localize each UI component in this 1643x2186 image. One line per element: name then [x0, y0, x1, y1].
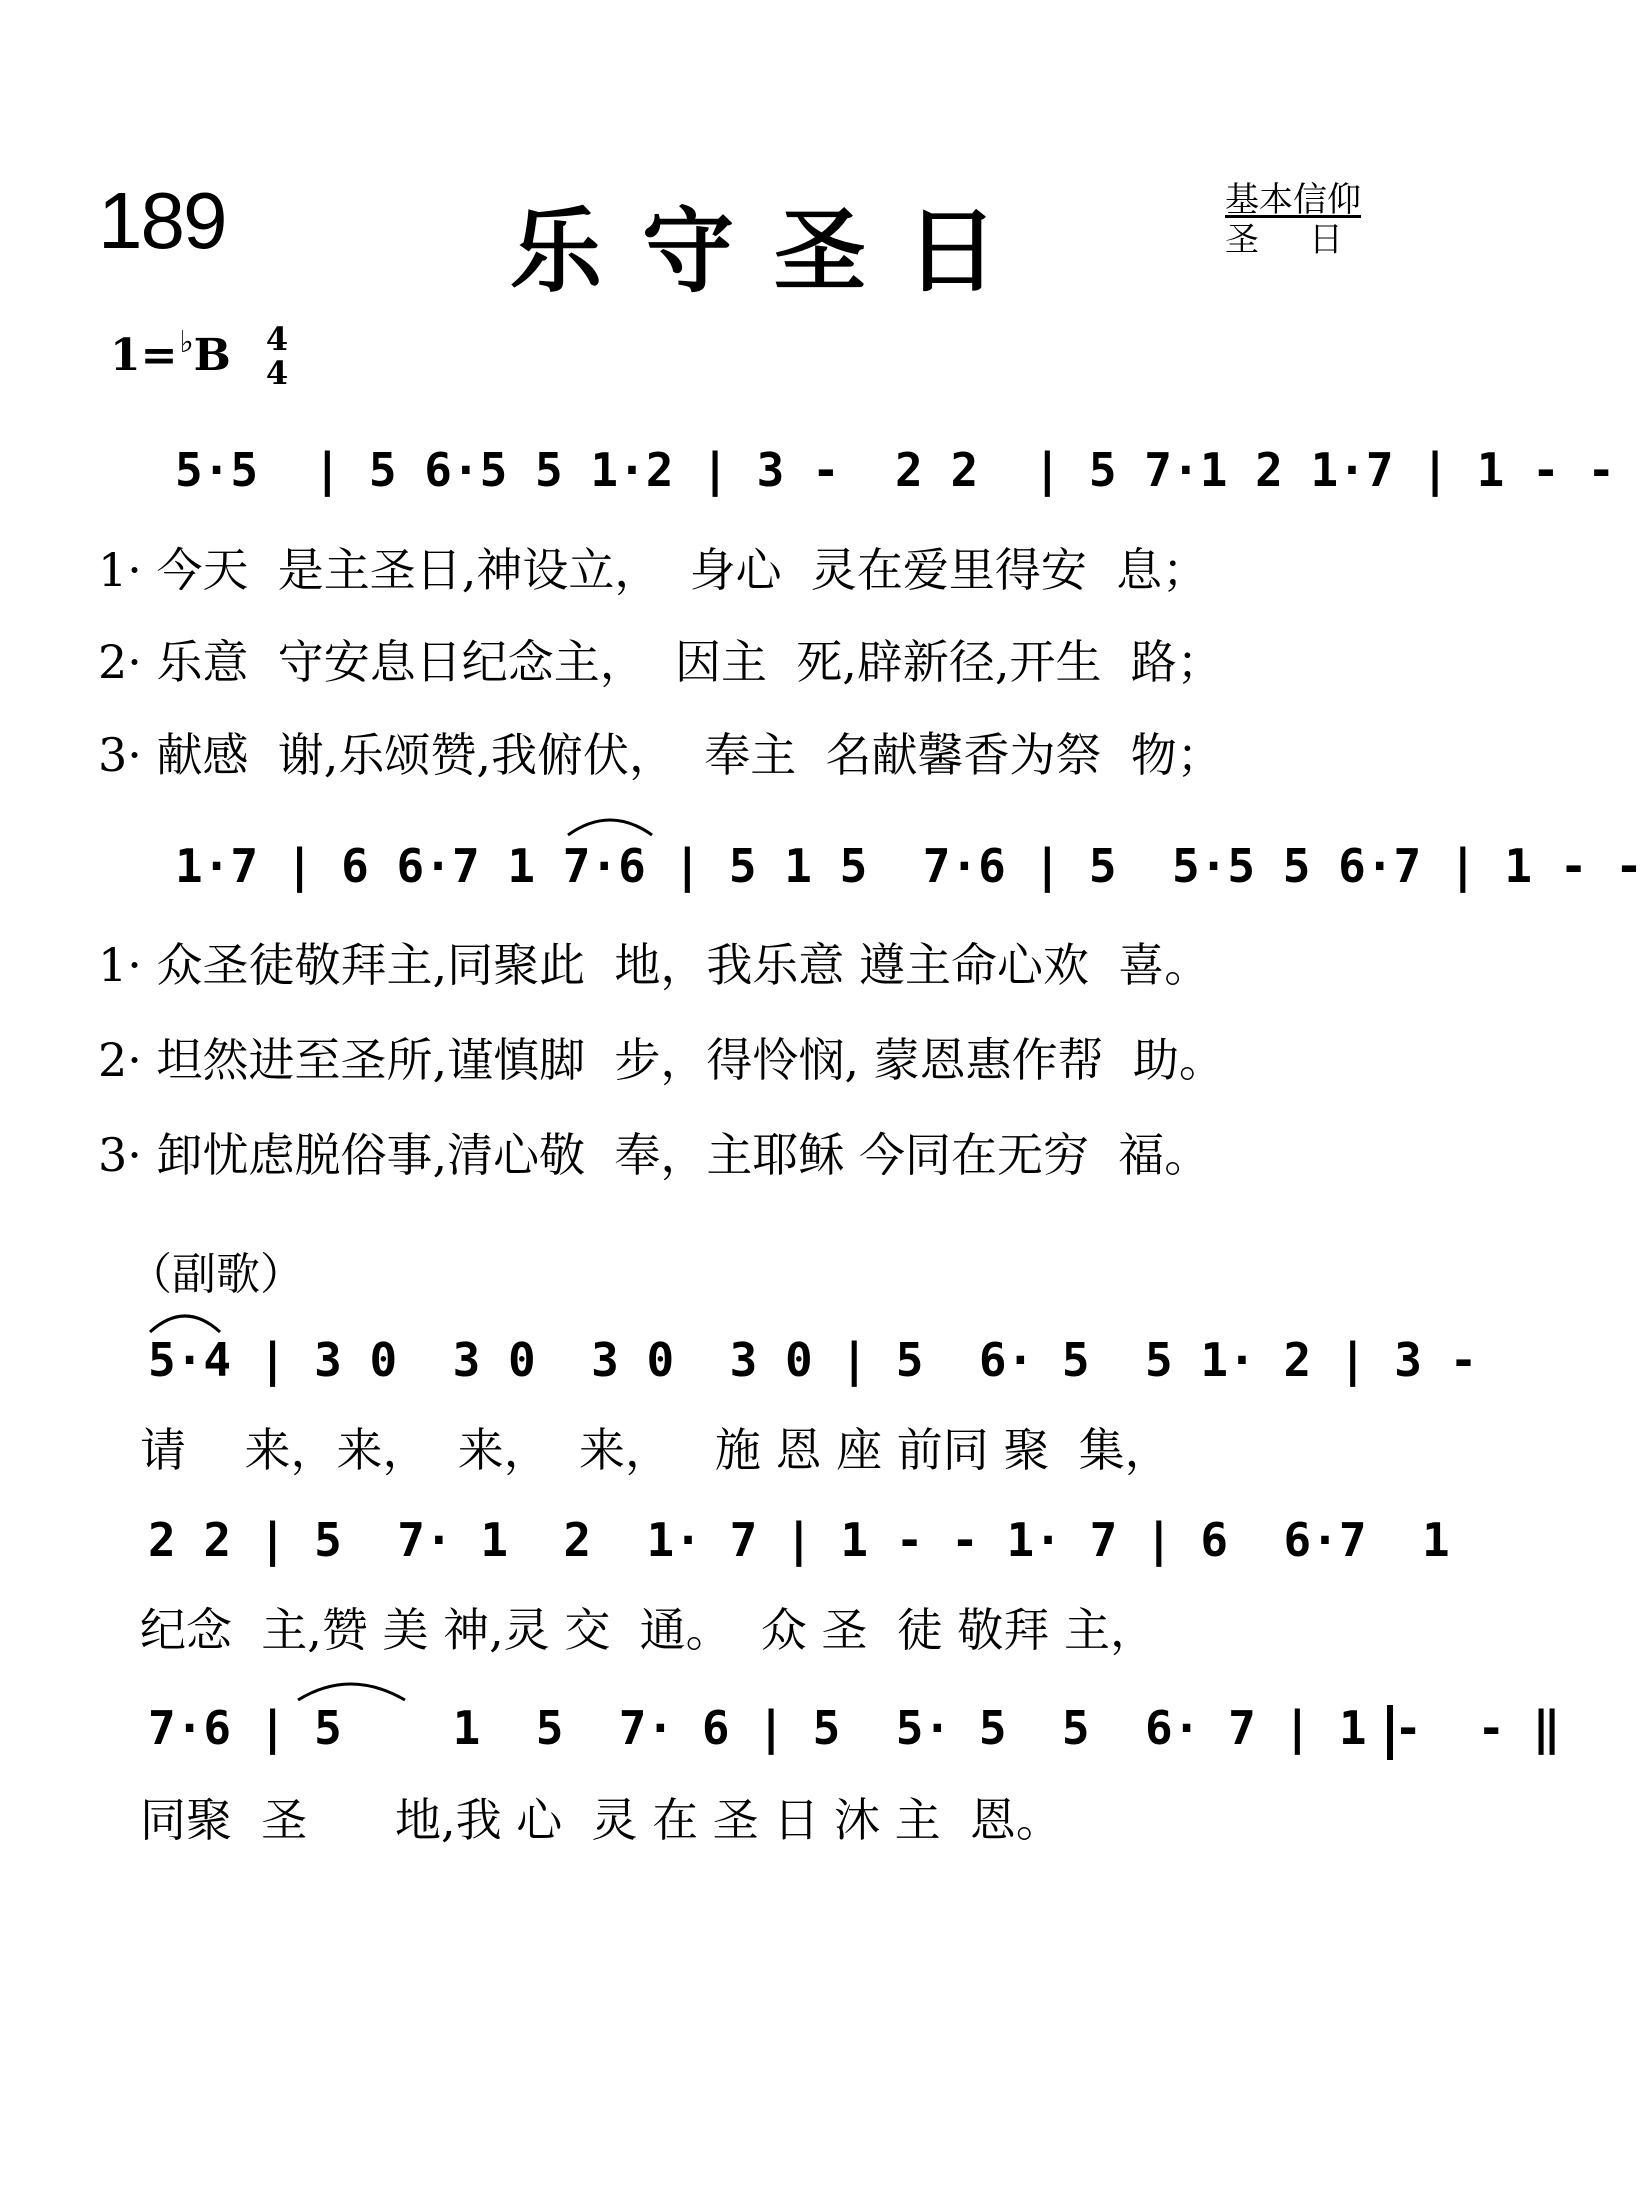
chorus-lyrics-1: 请 来，来， 来， 来， 施 恩 座 前同 聚 集， [140, 1423, 1171, 1477]
key-note: B [193, 330, 231, 381]
chorus-label: （副歌） [128, 1249, 304, 1300]
notation-line-2: 1·7 | 6 6·7 1 7·6 | 5 1 5 7·6 | 5 5·5 5 6·7 | 1 - - [175, 839, 1643, 893]
category-sub: 圣日 [1225, 220, 1393, 260]
flat-icon: ♭ [179, 325, 194, 360]
category-main: 基本信仰 [1225, 180, 1361, 220]
lyrics-verse-1-a: 1· 今天 是主圣日,神设立， 身心 灵在爱里得安 息； [98, 543, 1209, 597]
lyrics-verse-3-a: 3· 献感 谢,乐颂赞,我俯伏， 奉主 名献馨香为祭 物； [98, 728, 1223, 782]
chorus-notation-3: 7·6 | 5 1 5 7· 6 | 5 5· 5 5 6· 7 | 1 - - ‖ [148, 1701, 1561, 1755]
lyrics-verse-3-b: 3· 卸忧虑脱俗事,清心敬 奉，主耶稣 今同在无穷 福。 [98, 1128, 1211, 1182]
lyrics-verse-2-b: 2· 坦然进至圣所,谨慎脚 步，得怜悯, 蒙恩惠作帮 助。 [98, 1033, 1225, 1087]
notation-line-1: 5·5 | 5 6·5 5 1·2 | 3 - 2 2 | 5 7·1 2 1·7 | 1 - - [175, 443, 1616, 497]
time-sig-top: 4 [265, 320, 289, 358]
hymn-category [1225, 180, 1393, 260]
hymn-number: 189 [98, 176, 226, 265]
time-signature [262, 322, 292, 390]
key-prefix: 1= [110, 330, 178, 381]
time-sig-bottom: 4 [265, 354, 289, 392]
chorus-notation-2: 2 2 | 5 7· 1 2 1· 7 | 1 - - 1· 7 | 6 6·7 1 [148, 1513, 1450, 1567]
hymn-title: 乐守圣日 [510, 198, 1039, 305]
lyrics-verse-1-b: 1· 众圣徒敬拜主,同聚此 地，我乐意 遵主命心欢 喜。 [98, 938, 1211, 992]
chorus-notation-1: 5·4 | 3 0 3 0 3 0 3 0 | 5 6· 5 5 1· 2 | 3 - [148, 1333, 1478, 1387]
lyrics-verse-2-a: 2· 乐意 守安息日纪念主， 因主 死,辟新径,开生 路； [98, 635, 1223, 689]
key-signature [110, 325, 231, 381]
tie-arc-1 [568, 820, 652, 835]
chorus-lyrics-2: 纪念 主,赞 美 神,灵 交 通。 众 圣 徒 敬拜 主， [140, 1603, 1156, 1657]
chorus-lyrics-3: 同聚 圣 地,我 心 灵 在 圣 日 沐 主 恩。 [140, 1793, 1062, 1847]
